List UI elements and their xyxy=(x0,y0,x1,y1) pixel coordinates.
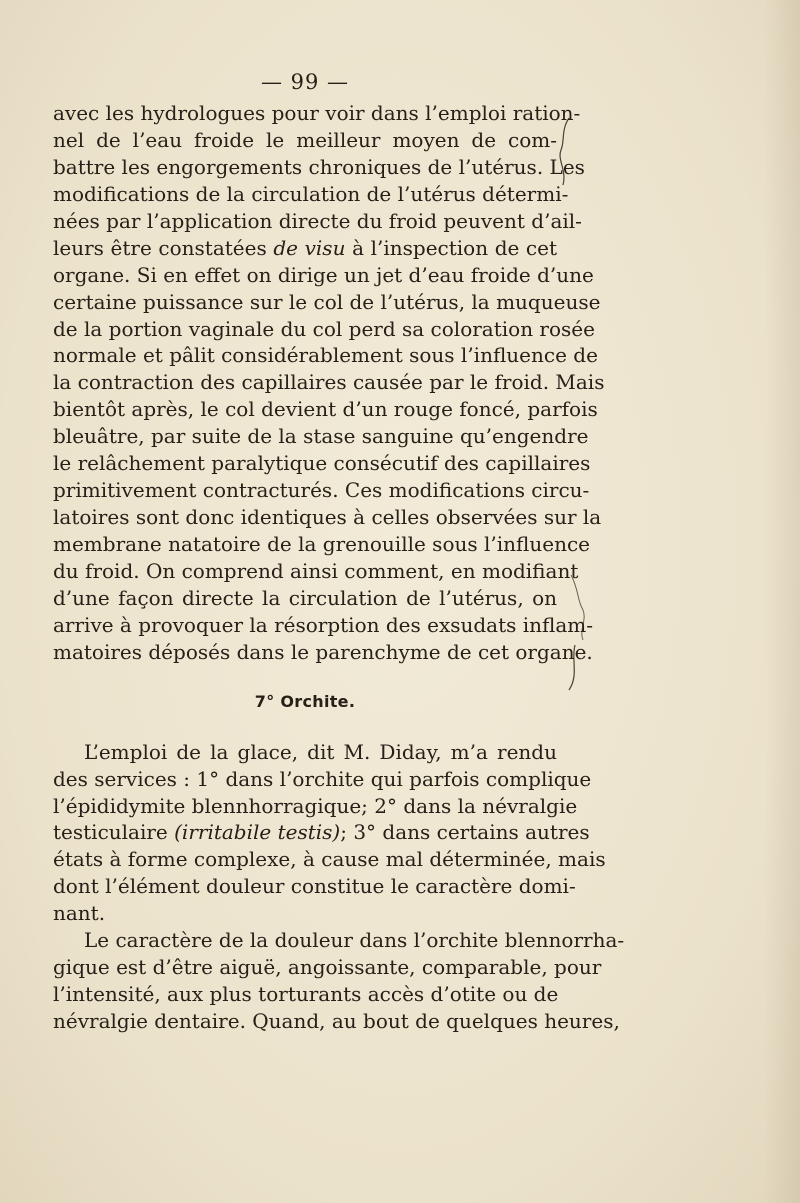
text-line: nel de l’eau froide le meilleur moyen de com- xyxy=(53,127,557,152)
text-line: avec les hydrologues pour voir dans l’emploi ration- xyxy=(53,101,581,125)
text-line: bientôt après, le col devient d’un rouge foncé, parfois xyxy=(53,397,598,422)
text-line: membrane natatoire de la grenouille sous l’influence xyxy=(53,532,590,556)
text-line: gique est d’être aiguë, angoissante, comparable, pour xyxy=(53,955,602,980)
text-line: matoires déposés dans le parenchyme de cet organe. xyxy=(53,639,593,664)
page-edge-shadow xyxy=(764,0,800,1203)
text-line xyxy=(53,235,557,262)
text-line: des services : 1° dans l’orchite qui parfois complique xyxy=(53,766,592,791)
text-line: L’emploi de la glace, dit M. Diday, m’a rendu xyxy=(84,739,557,764)
text-line: Le caractère de la douleur dans l’orchite blennorrha- xyxy=(84,928,625,953)
text-line: du froid. On comprend ainsi comment, en modifiant xyxy=(53,558,579,583)
text-line: primitivement contracturés. Ces modifications circu- xyxy=(53,478,590,503)
text-segment: à l’inspection de cet xyxy=(352,235,558,260)
page-number: — 99 — xyxy=(260,70,350,94)
text-line: bleuâtre, par suite de la stase sanguine qu’engendre xyxy=(53,424,589,449)
text-line: certaine puissance sur le col de l’utérus, la muqueuse xyxy=(53,289,601,314)
text-line: latoires sont donc identiques à celles observées sur la xyxy=(53,505,602,530)
paragraph xyxy=(53,100,605,666)
text-line: le relâchement paralytique consécutif des capillaires xyxy=(53,451,591,476)
text-line: battre les engorgements chroniques de l’utérus. Les xyxy=(53,154,585,179)
text-segment: testiculaire xyxy=(53,820,168,845)
italic-phrase: de visu xyxy=(273,235,346,260)
text-segment: leurs être constatées xyxy=(53,235,267,260)
text-line: l’épididymite blennhorragique; 2° dans la névralgie xyxy=(53,793,578,818)
text-body xyxy=(53,100,625,1035)
paragraph xyxy=(53,927,625,1035)
text-line: de la portion vaginale du col perd sa coloration rosée xyxy=(53,316,595,341)
paragraph xyxy=(53,739,606,928)
text-line: modifications de la circulation de l’utérus détermi- xyxy=(53,181,569,206)
text-line: la contraction des capillaires causée par le froid. Mais xyxy=(53,370,605,395)
text-line: névralgie dentaire. Quand, au bout de quelques heures, xyxy=(53,1009,620,1033)
text-segment: ; 3° dans certains autres xyxy=(340,820,590,845)
text-line: l’intensité, aux plus torturants accès d’otite ou de xyxy=(53,982,559,1007)
text-line: états à forme complexe, à cause mal déterminée, mais xyxy=(53,847,606,872)
text-line: dont l’élément douleur constitue le caractère domi- xyxy=(53,874,576,899)
text-line: nées par l’application directe du froid peuvent d’ail- xyxy=(53,208,582,233)
text-line xyxy=(53,819,590,846)
text-line: organe. Si en effet on dirige un jet d’eau froide d’une xyxy=(53,262,594,287)
text-line: normale et pâlit considérablement sous l’influence de xyxy=(53,343,598,368)
text-line: arrive à provoquer la résorption des exsudats inflam- xyxy=(53,612,594,637)
section-heading: 7° Orchite. xyxy=(254,691,356,711)
text-line: nant. xyxy=(53,901,106,926)
text-line: d’une façon directe la circulation de l’utérus, on xyxy=(53,585,557,610)
italic-phrase: (irritabile testis) xyxy=(174,820,341,845)
